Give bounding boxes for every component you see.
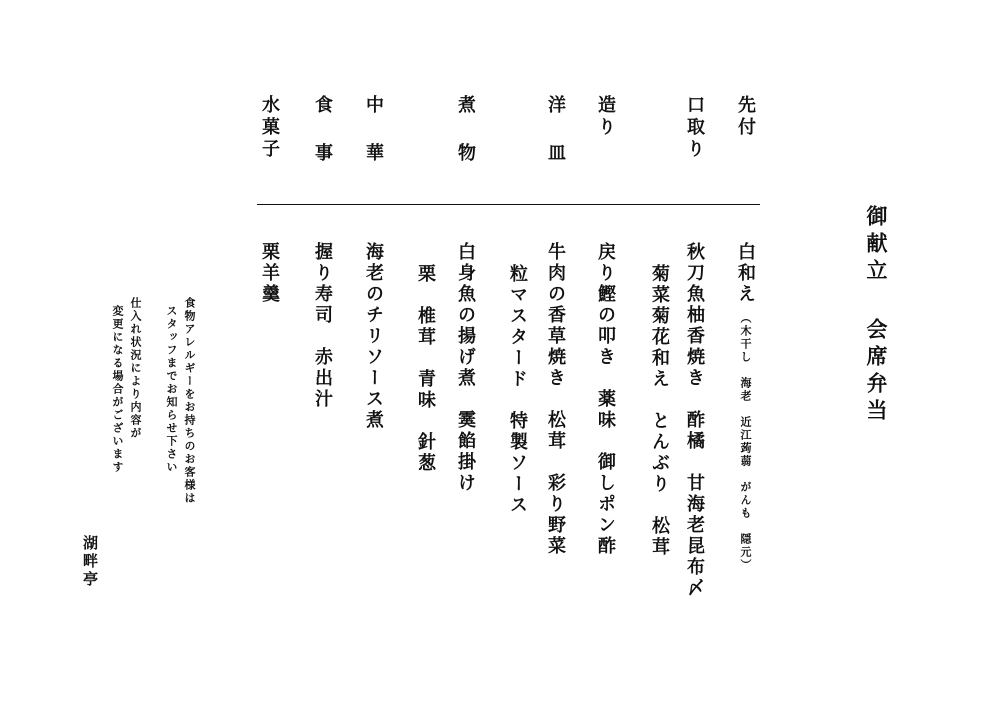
dish-sakizuke-detail: （木干し 海老 近江蒟蒻 がんも 隠元）	[739, 312, 752, 572]
dish-yozara-2: 粒マスタード 特製ソース	[507, 264, 528, 516]
dish-nimono-1: 白身魚の揚げ煮 霙餡掛け	[455, 242, 476, 494]
category-sakizuke: 先付	[735, 95, 756, 139]
category-shokuji: 食事	[312, 95, 333, 191]
dish-tsukuri: 戻り鰹の叩き 薬味 御しポン酢	[595, 242, 616, 557]
dish-kuchitori-1: 秋刀魚柚香焼き 酢橘 甘海老昆布〆	[684, 242, 705, 599]
dish-chuka: 海老のチリソース煮	[363, 242, 384, 431]
dish-yozara-1: 牛肉の香草焼き 松茸 彩り野菜	[545, 242, 566, 557]
category-mizugashi: 水菓子	[259, 95, 280, 161]
stock-note-line1: 仕入れ状況により内容が	[129, 297, 142, 440]
category-tsukuri: 造り	[595, 95, 616, 139]
category-chuka: 中華	[363, 95, 384, 191]
dish-mizugashi: 栗羊羹	[259, 242, 280, 305]
stock-note-line2: 変更になる場合がございます	[111, 305, 124, 474]
allergy-note-line1: 食物アレルギーをお持ちのお客様は	[183, 297, 196, 505]
menu-subtitle: 会席弁当	[864, 318, 889, 426]
menu-title: 御献立	[864, 205, 889, 286]
allergy-note-line2: スタッフまでお知らせ下さい	[165, 305, 178, 474]
shop-name: 湖畔亭	[81, 535, 99, 589]
category-kuchitori: 口取り	[684, 95, 705, 161]
dish-sakizuke: 白和え	[735, 242, 756, 305]
category-nimono: 煮物	[455, 95, 476, 191]
dish-kuchitori-2: 菊菜菊花和え とんぶり 松茸	[649, 264, 670, 558]
category-yozara: 洋皿	[545, 95, 566, 191]
dish-shokuji: 握り寿司 赤出汁	[312, 242, 333, 410]
dish-nimono-2: 栗 椎茸 青味 針葱	[415, 264, 436, 474]
divider-line	[257, 204, 760, 205]
